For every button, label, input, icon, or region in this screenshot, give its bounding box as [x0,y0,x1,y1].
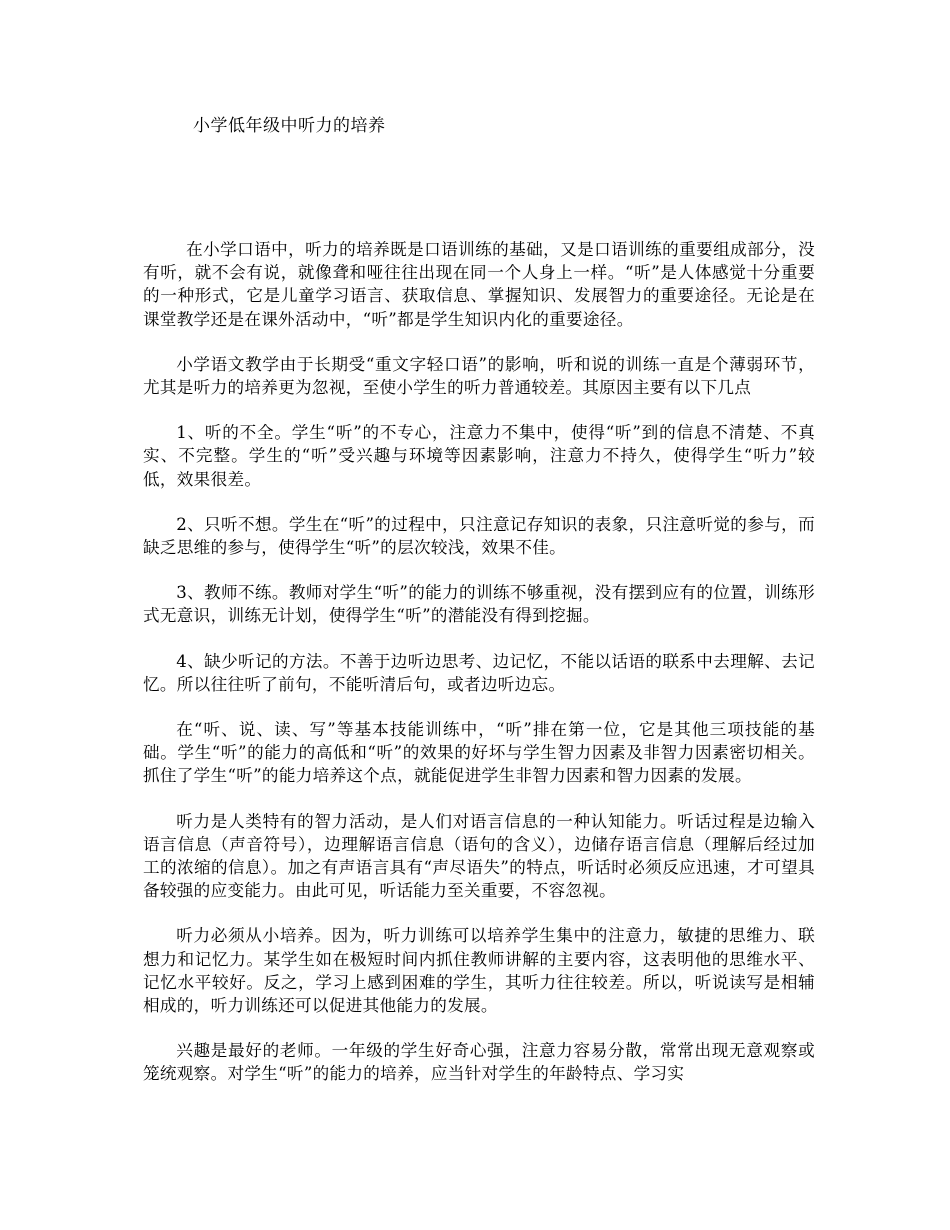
document-title: 小学低年级中听力的培养 [193,116,386,136]
paragraph-5: 3、教师不练。教师对学生“听”的能力的训练不够重视，没有摆到应有的位置，训练形式无意识，训练无计划，使得学生“听”的潜能没有得到挖掘。 [143,583,815,626]
paragraph-6: 4、缺少听记的方法。不善于边听边思考、边记忆，不能以话语的联系中去理解、去记忆。所以往往听了前句，不能听清后句，或者边听边忘。 [143,651,815,694]
paragraph-2: 小学语文教学由于长期受“重文字轻口语”的影响，听和说的训练一直是个薄弱环节，尤其是听力的培养更为忽视，至使小学生的听力普通较差。其原因主要有以下几点 [143,354,815,398]
document-body [143,238,815,1108]
paragraph-3: 1、听的不全。学生“听”的不专心，注意力不集中，使得“听”到的信息不清楚、不真实、不完整。学生的“听”受兴趣与环境等因素影响，注意力不持久，使得学生“听力”较低，效果很差。 [143,423,815,489]
paragraph-8: 听力是人类特有的智力活动，是人们对语言信息的一种认知能力。听话过程是边输入语言信息（声音符号），边理解语言信息（语句的含义），边储存语言信息（理解后经过加工的浓缩的信息）。加之有声语言具有“声尽语失”的特点，听话时必须反应迅速，才可望具备较强的应变能力。由此可见，听话能力至关重要，不容忽视。 [143,811,815,901]
paragraph-1: 在小学口语中，听力的培养既是口语训练的基础，又是口语训练的重要组成部分，没有听，就不会有说，就像聋和哑往往出现在同一个人身上一样。“听”是人体感觉十分重要的一种形式，它是儿童学习语言、获取信息、掌握知识、发展智力的重要途径。无论是在课堂教学还是在课外活动中，“听”都是学生知识内化的重要途径。 [143,240,815,329]
paragraph-4: 2、只听不想。学生在“听”的过程中，只注意记存知识的表象，只注意听觉的参与，而缺乏思维的参与，使得学生“听”的层次较浅，效果不佳。 [143,514,815,558]
paragraph-10: 兴趣是最好的老师。一年级的学生好奇心强，注意力容易分散，常常出现无意观察或笼统观察。对学生“听”的能力的培养，应当针对学生的年龄特点、学习实 [143,1041,815,1084]
paragraph-9: 听力必须从小培养。因为，听力训练可以培养学生集中的注意力，敏捷的思维力、联想力和记忆力。某学生如在极短时间内抓住教师讲解的主要内容，这表明他的思维水平、记忆水平较好。反之，学习上感到困难的学生，其听力往往较差。所以，听说读写是相辅相成的，听力训练还可以促进其他能力的发展。 [143,926,815,1016]
paragraph-7: 在“听、说、读、写”等基本技能训练中，“听”排在第一位，它是其他三项技能的基础。学生“听”的能力的高低和“听”的效果的好坏与学生智力因素及非智力因素密切相关。抓住了学生“听”的能力培养这个点，就能促进学生非智力因素和智力因素的发展。 [143,720,815,786]
